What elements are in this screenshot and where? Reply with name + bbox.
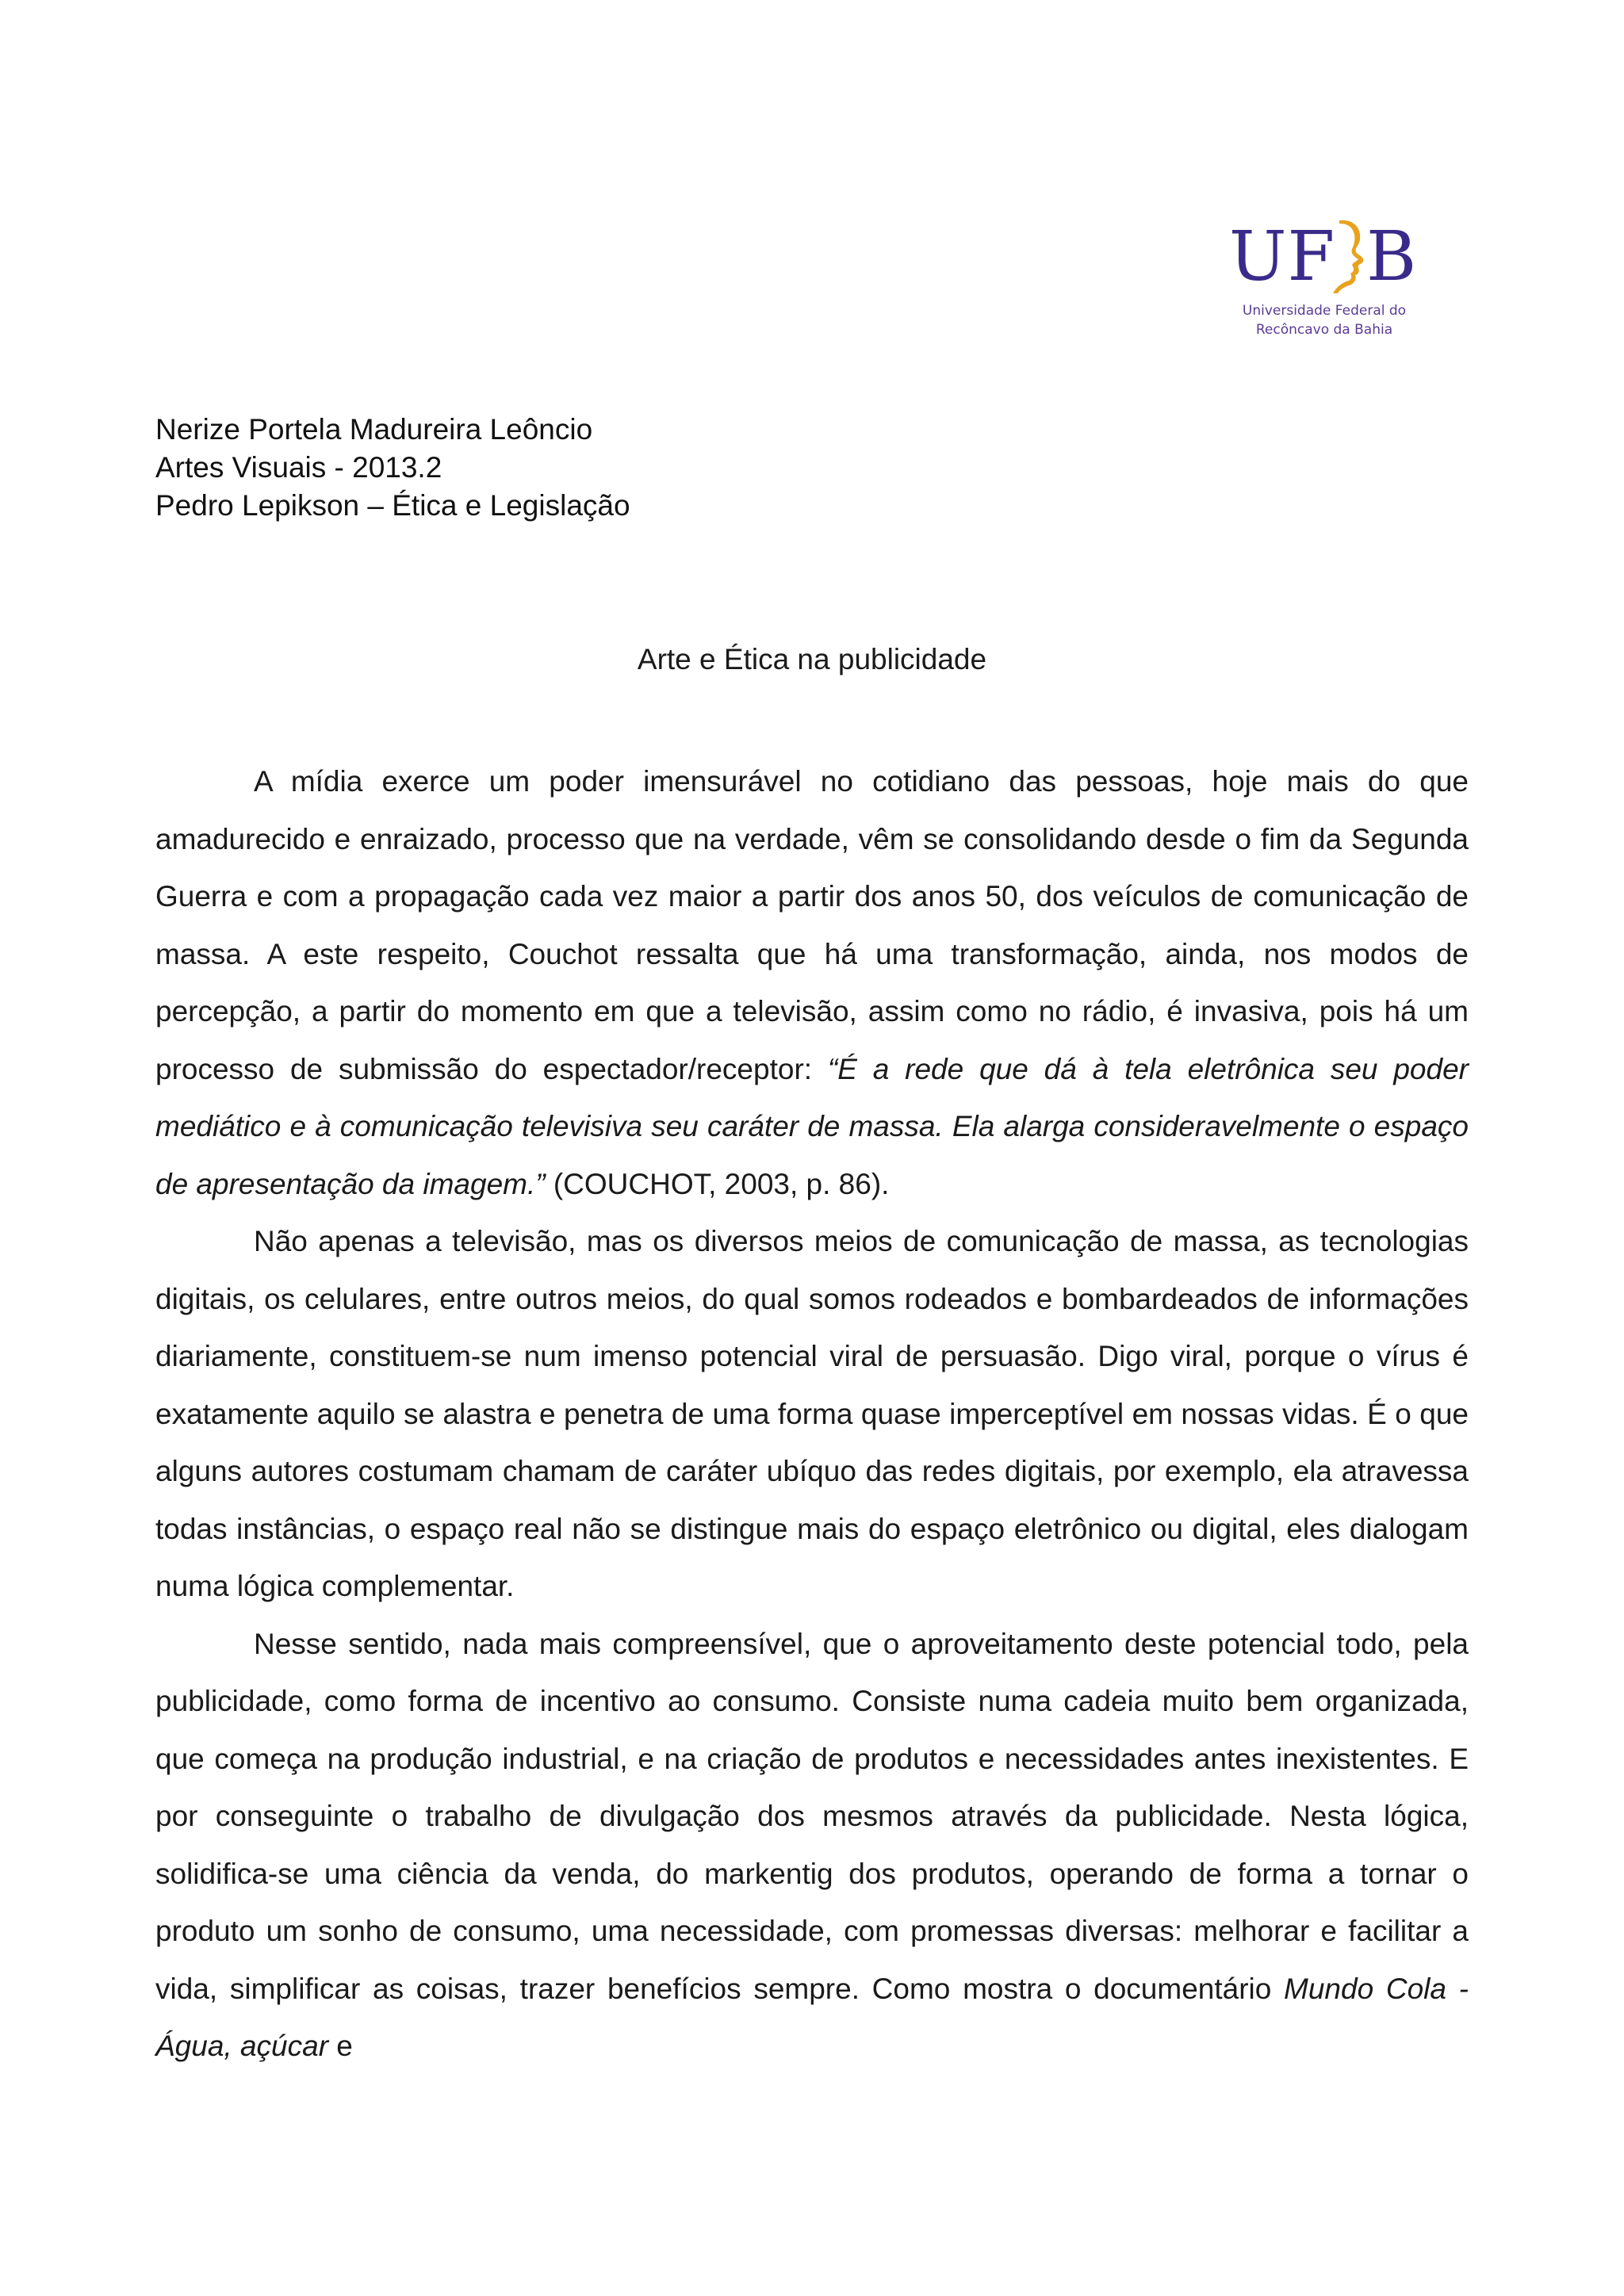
paragraph-1-text: A mídia exerce um poder imensurável no cotidiano das pessoas, hoje mais do que amadurecido e enraizado, processo que na verdade, vêm se consolidando desde o fim da Segunda Guerra e com a propagação cada vez maior a partir dos anos 50, dos veículos de comunicação de massa. A este respeito, Couchot ressalta que há uma transformação, ainda, nos modos de percepção, a partir do momento em que a televisão, assim como no rádio, é invasiva, pois há um processo de submissão do espectador/receptor: [155, 765, 1469, 1085]
paragraph-3-text: Nesse sentido, nada mais compreensível, que o aproveitamento deste potencial todo, pela publicidade, como forma de incentivo ao consumo. Consiste numa cadeia muito bem organizada, que começa na produção industrial, e na criação de produtos e necessidades antes inexistentes. E por conseguinte o trabalho de divulgação dos mesmos através da publicidade. Nesta lógica, solidifica-se uma ciência da venda, do markentig dos produtos, operando de forma a tornar o produto um sonho de consumo, uma necessidade, com promessas diversas: melhorar e facilitar a vida, simplificar as coisas, trazer benefícios sempre. Como mostra o documentário [155, 1627, 1469, 2005]
institution-line-1: Universidade Federal do [1242, 303, 1407, 319]
document-body [155, 753, 1469, 2076]
ufrb-logo [1225, 212, 1423, 347]
paragraph-2: Não apenas a televisão, mas os diversos meios de comunicação de massa, as tecnologias digitais, os celulares, entre outros meios, do qual somos rodeados e bombardeados de informações diariamente, constituem-se num imenso potencial viral de persuasão. Digo viral, porque o vírus é exatamente aquilo se alastra e penetra de uma forma quase imperceptível em nossas vidas. É o que alguns autores costumam chamam de caráter ubíquo das redes digitais, por exemplo, ela atravessa todas instâncias, o espaço real não se distingue mais do espaço eletrônico ou digital, eles dialogam numa lógica complementar. [155, 1225, 1469, 1602]
institution-line-2: Recôncavo da Bahia [1255, 322, 1393, 338]
documentary-title: Mundo Cola - Água, açúcar [155, 1972, 1469, 2062]
institution-name [1225, 301, 1423, 339]
professor-subject: Pedro Lepikson – Ética e Legislação [155, 489, 630, 522]
paragraph-3 [155, 1616, 1469, 2076]
logo-wordmark [1225, 212, 1423, 300]
couchot-quote: “É a rede que dá à tela eletrônica seu poder mediático e à comunicação televisiva seu caráter de massa. Ela alarga consideravelmente o espaço de apresentação da imagem.” [155, 1052, 1469, 1200]
logo-wordmark-left: UF [1229, 217, 1336, 297]
quote-citation: (COUCHOT, 2003, p. 86). [545, 1167, 890, 1200]
author-header [155, 411, 869, 525]
paragraph-3-tail: e [328, 2030, 353, 2062]
author-name: Nerize Portela Madureira Leôncio [155, 413, 593, 446]
paragraph-1 [155, 753, 1469, 1213]
document-title: Arte e Ética na publicidade [637, 643, 987, 675]
course-name: Artes Visuais - 2013.2 [155, 451, 442, 484]
logo-wordmark-right: B [1366, 217, 1417, 297]
